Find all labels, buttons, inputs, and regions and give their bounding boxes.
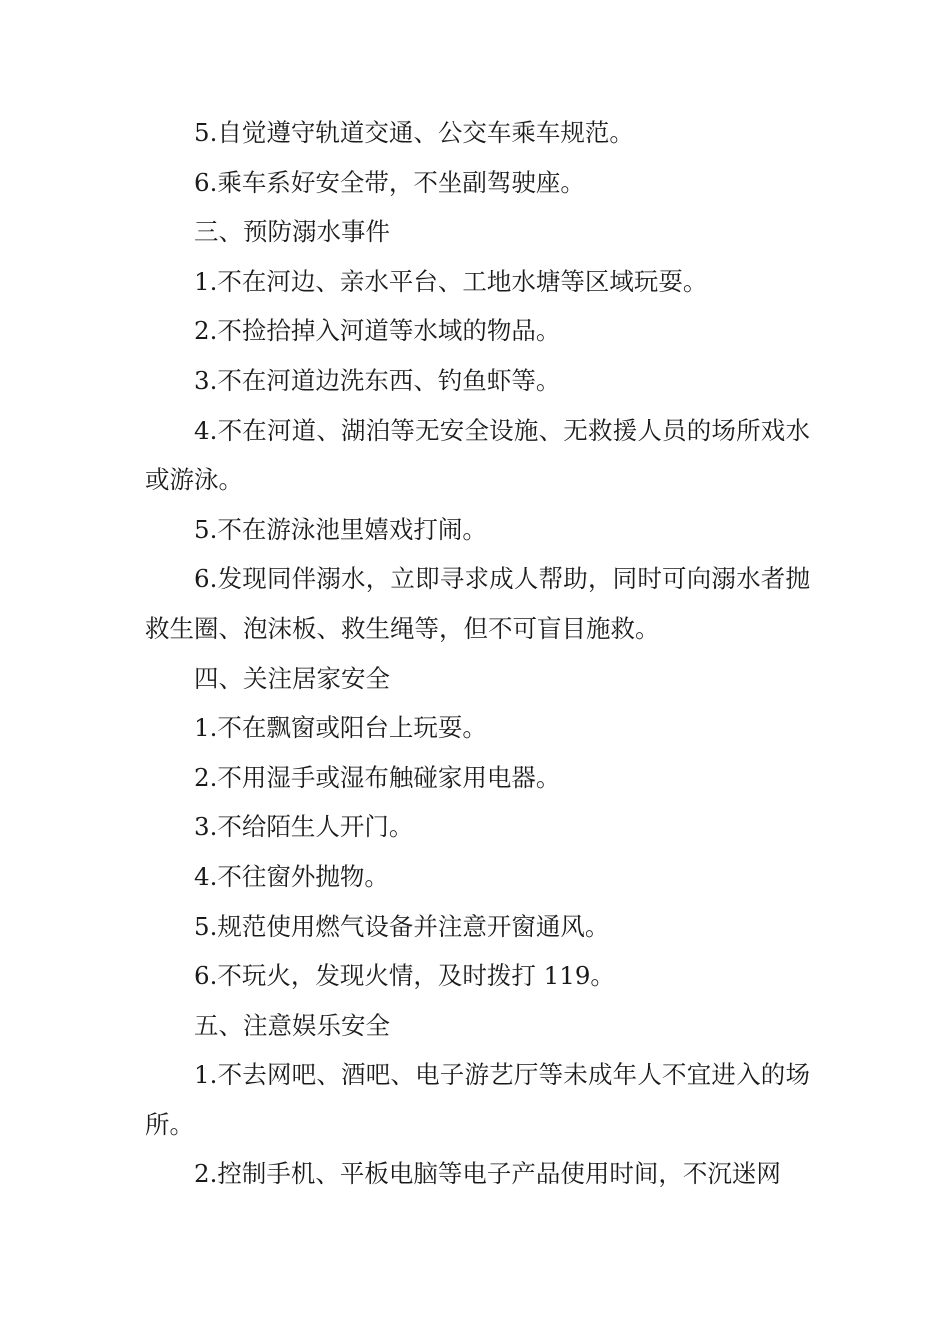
list-item: 5.自觉遵守轨道交通、公交车乘车规范。 [194,118,634,147]
document-body [145,108,810,1199]
section-heading: 三、预防溺水事件 [194,217,390,247]
list-item: 6.不玩火，发现火情，及时拨打 119。 [194,961,615,991]
list-item: 1.不在河边、亲水平台、工地水塘等区域玩耍。 [194,266,708,296]
list-item: 3.不给陌生人开门。 [194,812,414,842]
section-heading: 五、注意娱乐安全 [194,1010,390,1040]
list-item: 6.乘车系好安全带，不坐副驾驶座。 [194,167,585,197]
section-heading: 四、关注居家安全 [194,663,390,693]
list-item: 2.不捡拾掉入河道等水域的物品。 [194,316,561,346]
list-item: 5.不在游泳池里嬉戏打闹。 [194,514,487,544]
list-item: 6.发现同伴溺水，立即寻求成人帮助，同时可向溺水者抛救生圈、泡沫板、救生绳等，但不可盲目施救。 [145,564,810,643]
list-item: 4.不在河道、湖泊等无安全设施、无救援人员的场所戏水或游泳。 [145,415,810,495]
list-item: 1.不去网吧、酒吧、电子游艺厅等未成年人不宜进入的场所。 [145,1060,810,1139]
list-item: 2.控制手机、平板电脑等电子产品使用时间，不沉迷网 [194,1159,781,1189]
list-item: 3.不在河道边洗东西、钓鱼虾等。 [194,365,561,395]
list-item: 2.不用湿手或湿布触碰家用电器。 [194,762,561,792]
list-item: 5.规范使用燃气设备并注意开窗通风。 [194,911,610,941]
list-item: 1.不在飘窗或阳台上玩耍。 [194,713,487,743]
list-item: 4.不往窗外抛物。 [194,861,389,891]
